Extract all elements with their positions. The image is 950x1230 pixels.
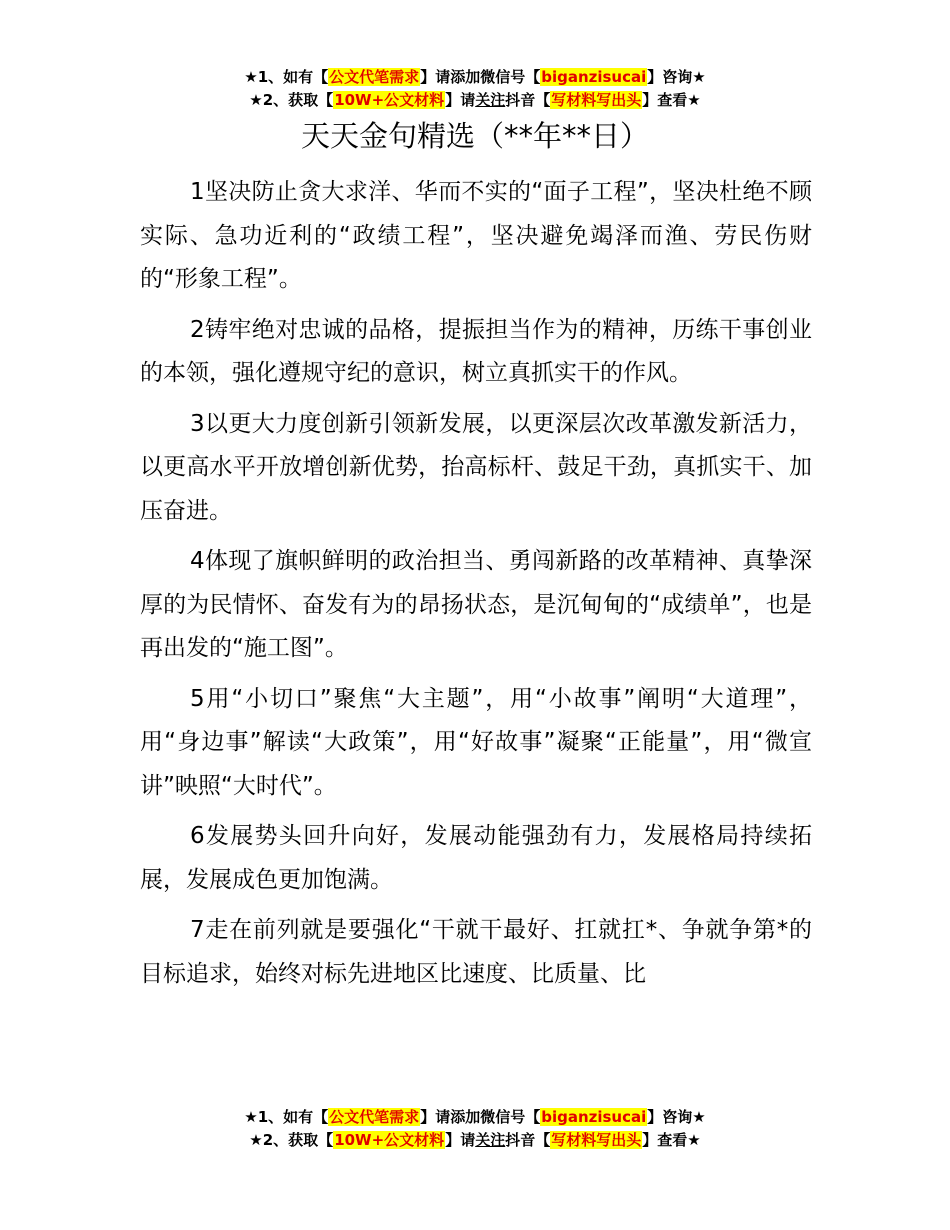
- paragraph-2: 2铸牢绝对忠诚的品格，提振担当作为的精神，历练干事创业的本领，强化遵规守纪的意识，树立真抓实干的作风。: [140, 316, 812, 386]
- footer-notice: [0, 1106, 950, 1152]
- paragraph-6: 6发展势头回升向好，发展动能强劲有力，发展格局持续拓展，发展成色更加饱满。: [140, 823, 812, 893]
- wechat-id-highlight: biganzisucai: [541, 68, 647, 86]
- follow-underlined: 关注: [475, 91, 506, 109]
- document-body: [140, 171, 812, 1003]
- header-notice: [0, 66, 950, 112]
- materials-highlight: 10W+公文材料: [334, 91, 445, 109]
- header-notice-line-1: ★1、如有【公文代笔需求】请添加微信号【biganzisucai】咨询★: [244, 68, 706, 86]
- paragraph-4: 4体现了旗帜鲜明的政治担当、勇闯新路的改革精神、真挚深厚的为民情怀、奋发有为的昂扬状态，是沉甸甸的“成绩单”，也是再出发的“施工图”。: [140, 548, 812, 661]
- douyin-account-highlight: 写材料写出头: [551, 91, 642, 109]
- footer-notice-line-1: ★1、如有【公文代笔需求】请添加微信号【biganzisucai】咨询★: [244, 1108, 706, 1126]
- paragraph-3: 3以更大力度创新引领新发展，以更深层次改革激发新活力，以更高水平开放增创新优势，抬高标杆、鼓足干劲，真抓实干、加压奋进。: [140, 410, 812, 524]
- follow-underlined: 关注: [475, 1131, 506, 1149]
- paragraph-7: 7走在前列就是要强化“干就干最好、扛就扛*、争就争第*的目标追求，始终对标先进地区比速度、比质量、比: [140, 917, 812, 987]
- footer-notice-line-2: ★2、获取【10W+公文材料】请关注抖音【写材料写出头】查看★: [249, 1131, 701, 1149]
- wechat-id-highlight: biganzisucai: [541, 1108, 647, 1126]
- paragraph-1: 1坚决防止贪大求洋、华而不实的“面子工程”，坚决杜绝不顾实际、急功近利的“政绩工程”，坚决避免竭泽而渔、劳民伤财的“形象工程”。: [140, 179, 812, 292]
- service-highlight: 公文代笔需求: [329, 68, 420, 86]
- douyin-account-highlight: 写材料写出头: [551, 1131, 642, 1149]
- document-title: 天天金句精选（**年**日）: [300, 119, 649, 153]
- header-notice-line-2: ★2、获取【10W+公文材料】请关注抖音【写材料写出头】查看★: [249, 91, 701, 109]
- service-highlight: 公文代笔需求: [329, 1108, 420, 1126]
- paragraph-5: 5用“小切口”聚焦“大主题”，用“小故事”阐明“大道理”，用“身边事”解读“大政策”，用“好故事”凝聚“正能量”，用“微宣讲”映照“大时代”。: [140, 685, 812, 799]
- materials-highlight: 10W+公文材料: [334, 1131, 445, 1149]
